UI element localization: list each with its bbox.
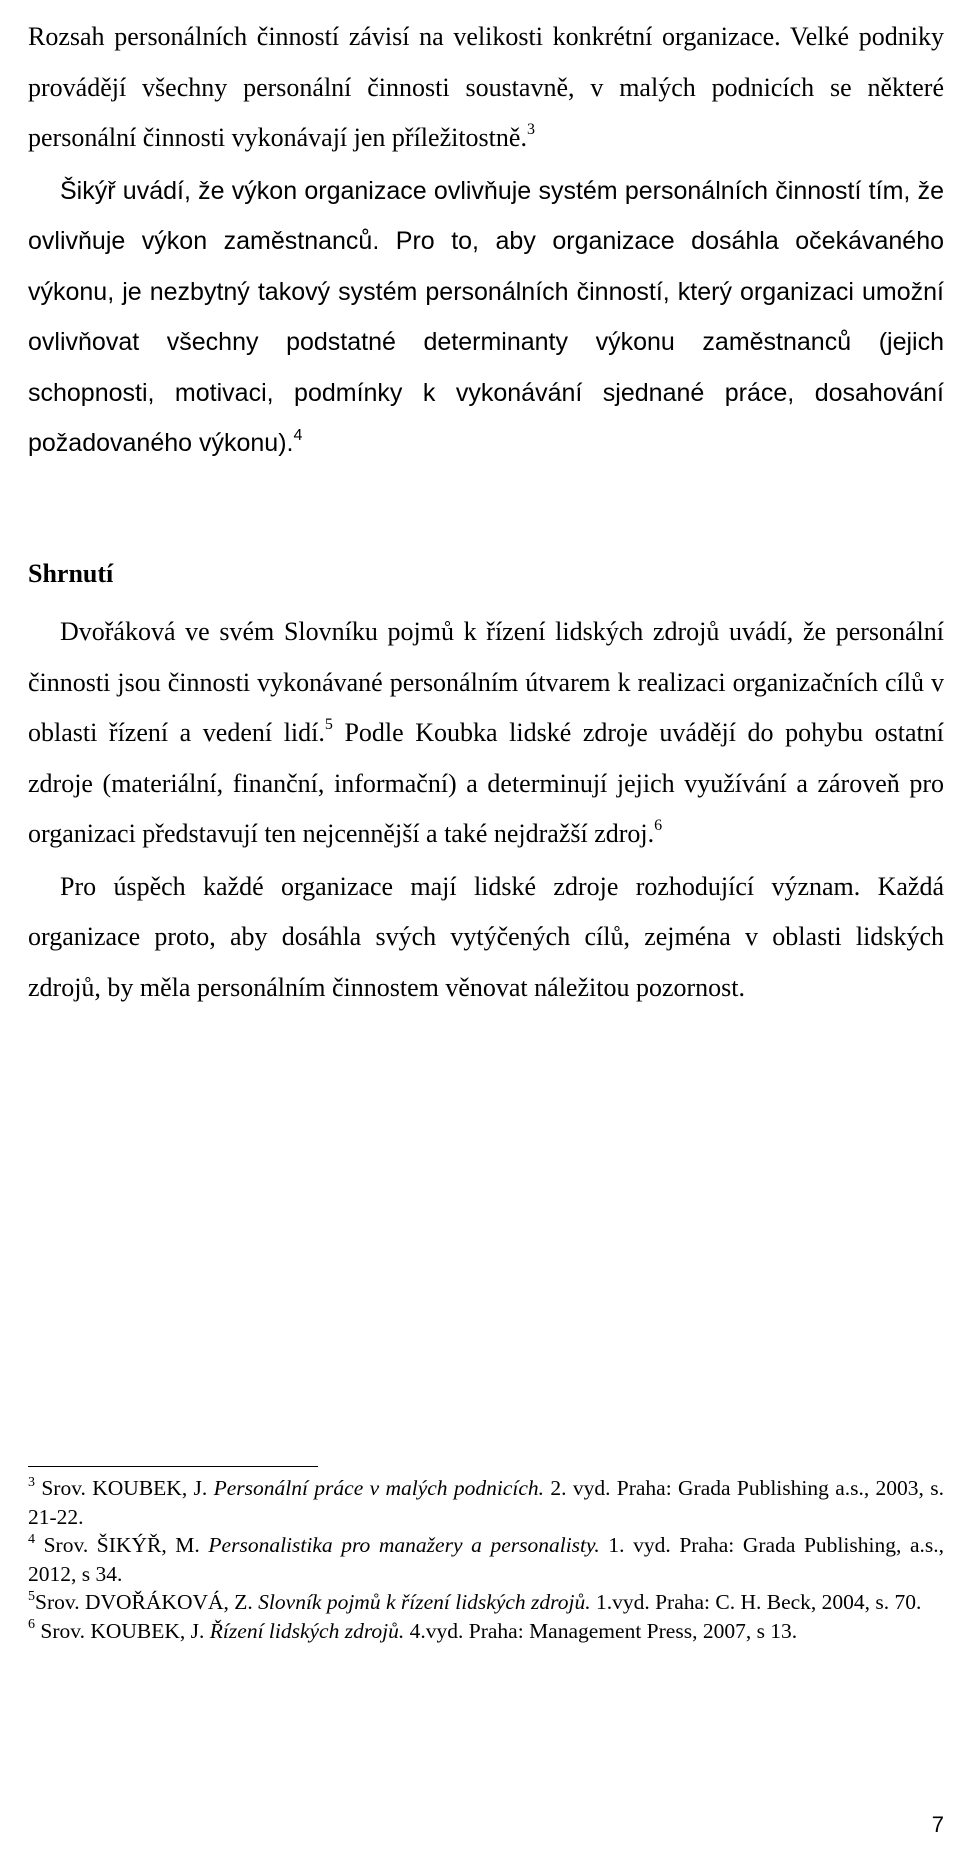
paragraph-1 [28, 12, 944, 164]
footnote-5 [28, 1588, 944, 1617]
paragraph-3 [28, 607, 944, 860]
footnote-4 [28, 1531, 944, 1588]
footnote-ref-4[interactable]: 4 [293, 426, 303, 444]
footnote-citation: Srov. KOUBEK, J. [35, 1476, 214, 1500]
footnote-ref-3[interactable]: 3 [526, 121, 535, 139]
paragraph-4 [28, 862, 944, 1014]
footnote-citation: Srov. DVOŘÁKOVÁ, Z. [35, 1590, 259, 1614]
footnote-title: Personalistika pro manažery a personalisty. [208, 1533, 600, 1557]
footnotes [28, 1474, 944, 1645]
footnote-details: 2. vyd. Praha: Grada Publishing a.s., 2003, s. 21-22. [28, 1476, 944, 1529]
footnote-details: 4.vyd. Praha: Management Press, 2007, s 13. [404, 1618, 798, 1643]
footnote-number: 6 [28, 1617, 35, 1633]
paragraph-4-text: Pro úspěch každé organizace mají lidské zdroje rozhodující význam. Každá organizace proto, aby dosáhla svých vytýčených cílů, zejména v oblasti lidských zdrojů, by měla personálním činnostem věnovat náležitou pozornost. [28, 871, 944, 1002]
footnote-details: 1.vyd. Praha: C. H. Beck, 2004, s. 70. [590, 1590, 922, 1614]
paragraph-1-text: Rozsah personálních činností závisí na velikosti konkrétní organizace. Velké podniky provádějí všechny personální činnosti soustavně, v malých podnicích se některé personální činnosti vykonávají jen příležitostně. [28, 22, 944, 152]
paragraph-3-text-b: Podle Koubka lidské zdroje uvádějí do pohybu ostatní zdroje (materiální, finanční, informační) a determinují jejich využívání a zároveň pro organizaci představují ten nejcennější a také nejdražší zdroj. [28, 718, 945, 848]
footnote-citation: Srov. KOUBEK, J. [35, 1618, 210, 1643]
footnote-number: 4 [28, 1531, 35, 1547]
paragraph-2 [28, 166, 944, 469]
footnote-ref-5[interactable]: 5 [324, 716, 333, 734]
footnote-title: Slovník pojmů k řízení lidských zdrojů. [258, 1590, 591, 1614]
footnote-ref-6[interactable]: 6 [654, 817, 663, 835]
footnote-number: 5 [28, 1588, 35, 1604]
footnote-separator [28, 1466, 318, 1467]
footnote-number: 3 [28, 1474, 35, 1490]
section-heading: Shrnutí [28, 558, 114, 588]
page-number: 7 [931, 1812, 944, 1837]
footnote-6 [28, 1617, 944, 1646]
footnote-title: Řízení lidských zdrojů. [209, 1618, 405, 1643]
footnote-3 [28, 1474, 944, 1531]
paragraph-3-text-a: Dvořáková ve svém Slovníku pojmů k řízení lidských zdrojů uvádí, že personální činnosti jsou činnosti vykonávané personálním útvarem k realizaci organizačních cílů v oblasti řízení a vedení lidí. [28, 617, 944, 747]
footnote-title: Personální práce v malých podnicích. [213, 1476, 545, 1500]
paragraph-2-text: Šikýř uvádí, že výkon organizace ovlivňuje systém personálních činností tím, že ovlivňuje výkon zaměstnanců. Pro to, aby organizace dosáhla očekávaného výkonu, je nezbytný takový systém personálních činností, který organizaci umožní ovlivňovat všechny podstatné determinanty výkonu zaměstnanců (jejich schopnosti, motivaci, podmínky k vykonávání sjednané práce, dosahování požadovaného výkonu). [28, 176, 944, 457]
footnote-citation: Srov. ŠIKÝŘ, M. [35, 1533, 209, 1557]
footnote-details: 1. vyd. Praha: Grada Publishing, a.s., 2012, s 34. [28, 1533, 944, 1586]
body-text [28, 12, 944, 1013]
